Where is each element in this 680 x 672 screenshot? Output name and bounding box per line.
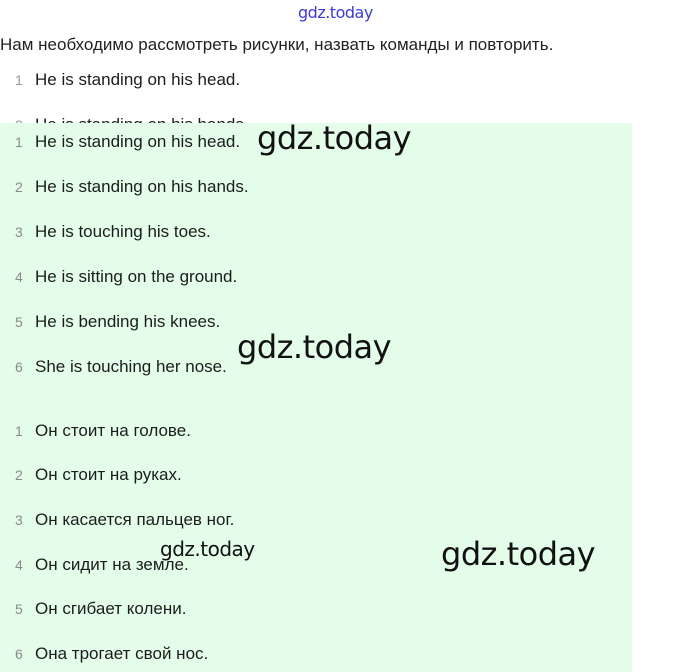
item-number: 3 bbox=[15, 224, 23, 240]
item-text: He is touching his toes. bbox=[35, 222, 211, 241]
item-text: He is sitting on the ground. bbox=[35, 267, 238, 286]
item-text: Она трогает свой нос. bbox=[35, 644, 209, 663]
item-text: Он сгибает колени. bbox=[35, 599, 187, 618]
item-number: 4 bbox=[15, 269, 23, 285]
item-number: 1 bbox=[15, 134, 23, 150]
answer-panel bbox=[0, 123, 632, 672]
item-text: Он стоит на голове. bbox=[35, 421, 191, 440]
item-text: Он сидит на земле. bbox=[35, 555, 189, 574]
item-number: 1 bbox=[15, 423, 23, 439]
item-number: 5 bbox=[15, 601, 23, 617]
item-text: He is bending his knees. bbox=[35, 312, 221, 331]
item-text: He is standing on his head. bbox=[35, 70, 241, 89]
item-text: He is standing on his head. bbox=[35, 132, 241, 151]
item-number: 6 bbox=[15, 359, 23, 375]
instruction-text: Нам необходимо рассмотреть рисунки, назвать команды и повторить. bbox=[0, 35, 554, 54]
item-number: 2 bbox=[15, 467, 23, 483]
item-text: She is touching her nose. bbox=[35, 357, 227, 376]
top-watermark: gdz.today bbox=[298, 3, 373, 22]
item-number: 1 bbox=[15, 72, 23, 88]
item-number: 2 bbox=[15, 179, 23, 195]
item-text: He is standing on his hands. bbox=[35, 177, 249, 196]
watermark: gdz.today bbox=[160, 537, 255, 561]
item-number: 6 bbox=[15, 646, 23, 662]
watermark: gdz.today bbox=[441, 535, 596, 573]
watermark: gdz.today bbox=[257, 119, 412, 157]
item-number: 3 bbox=[15, 512, 23, 528]
item-text: Он касается пальцев ног. bbox=[35, 510, 235, 529]
watermark: gdz.today bbox=[237, 328, 392, 366]
item-number: 4 bbox=[15, 557, 23, 573]
item-text: Он стоит на руках. bbox=[35, 465, 182, 484]
item-number: 5 bbox=[15, 314, 23, 330]
